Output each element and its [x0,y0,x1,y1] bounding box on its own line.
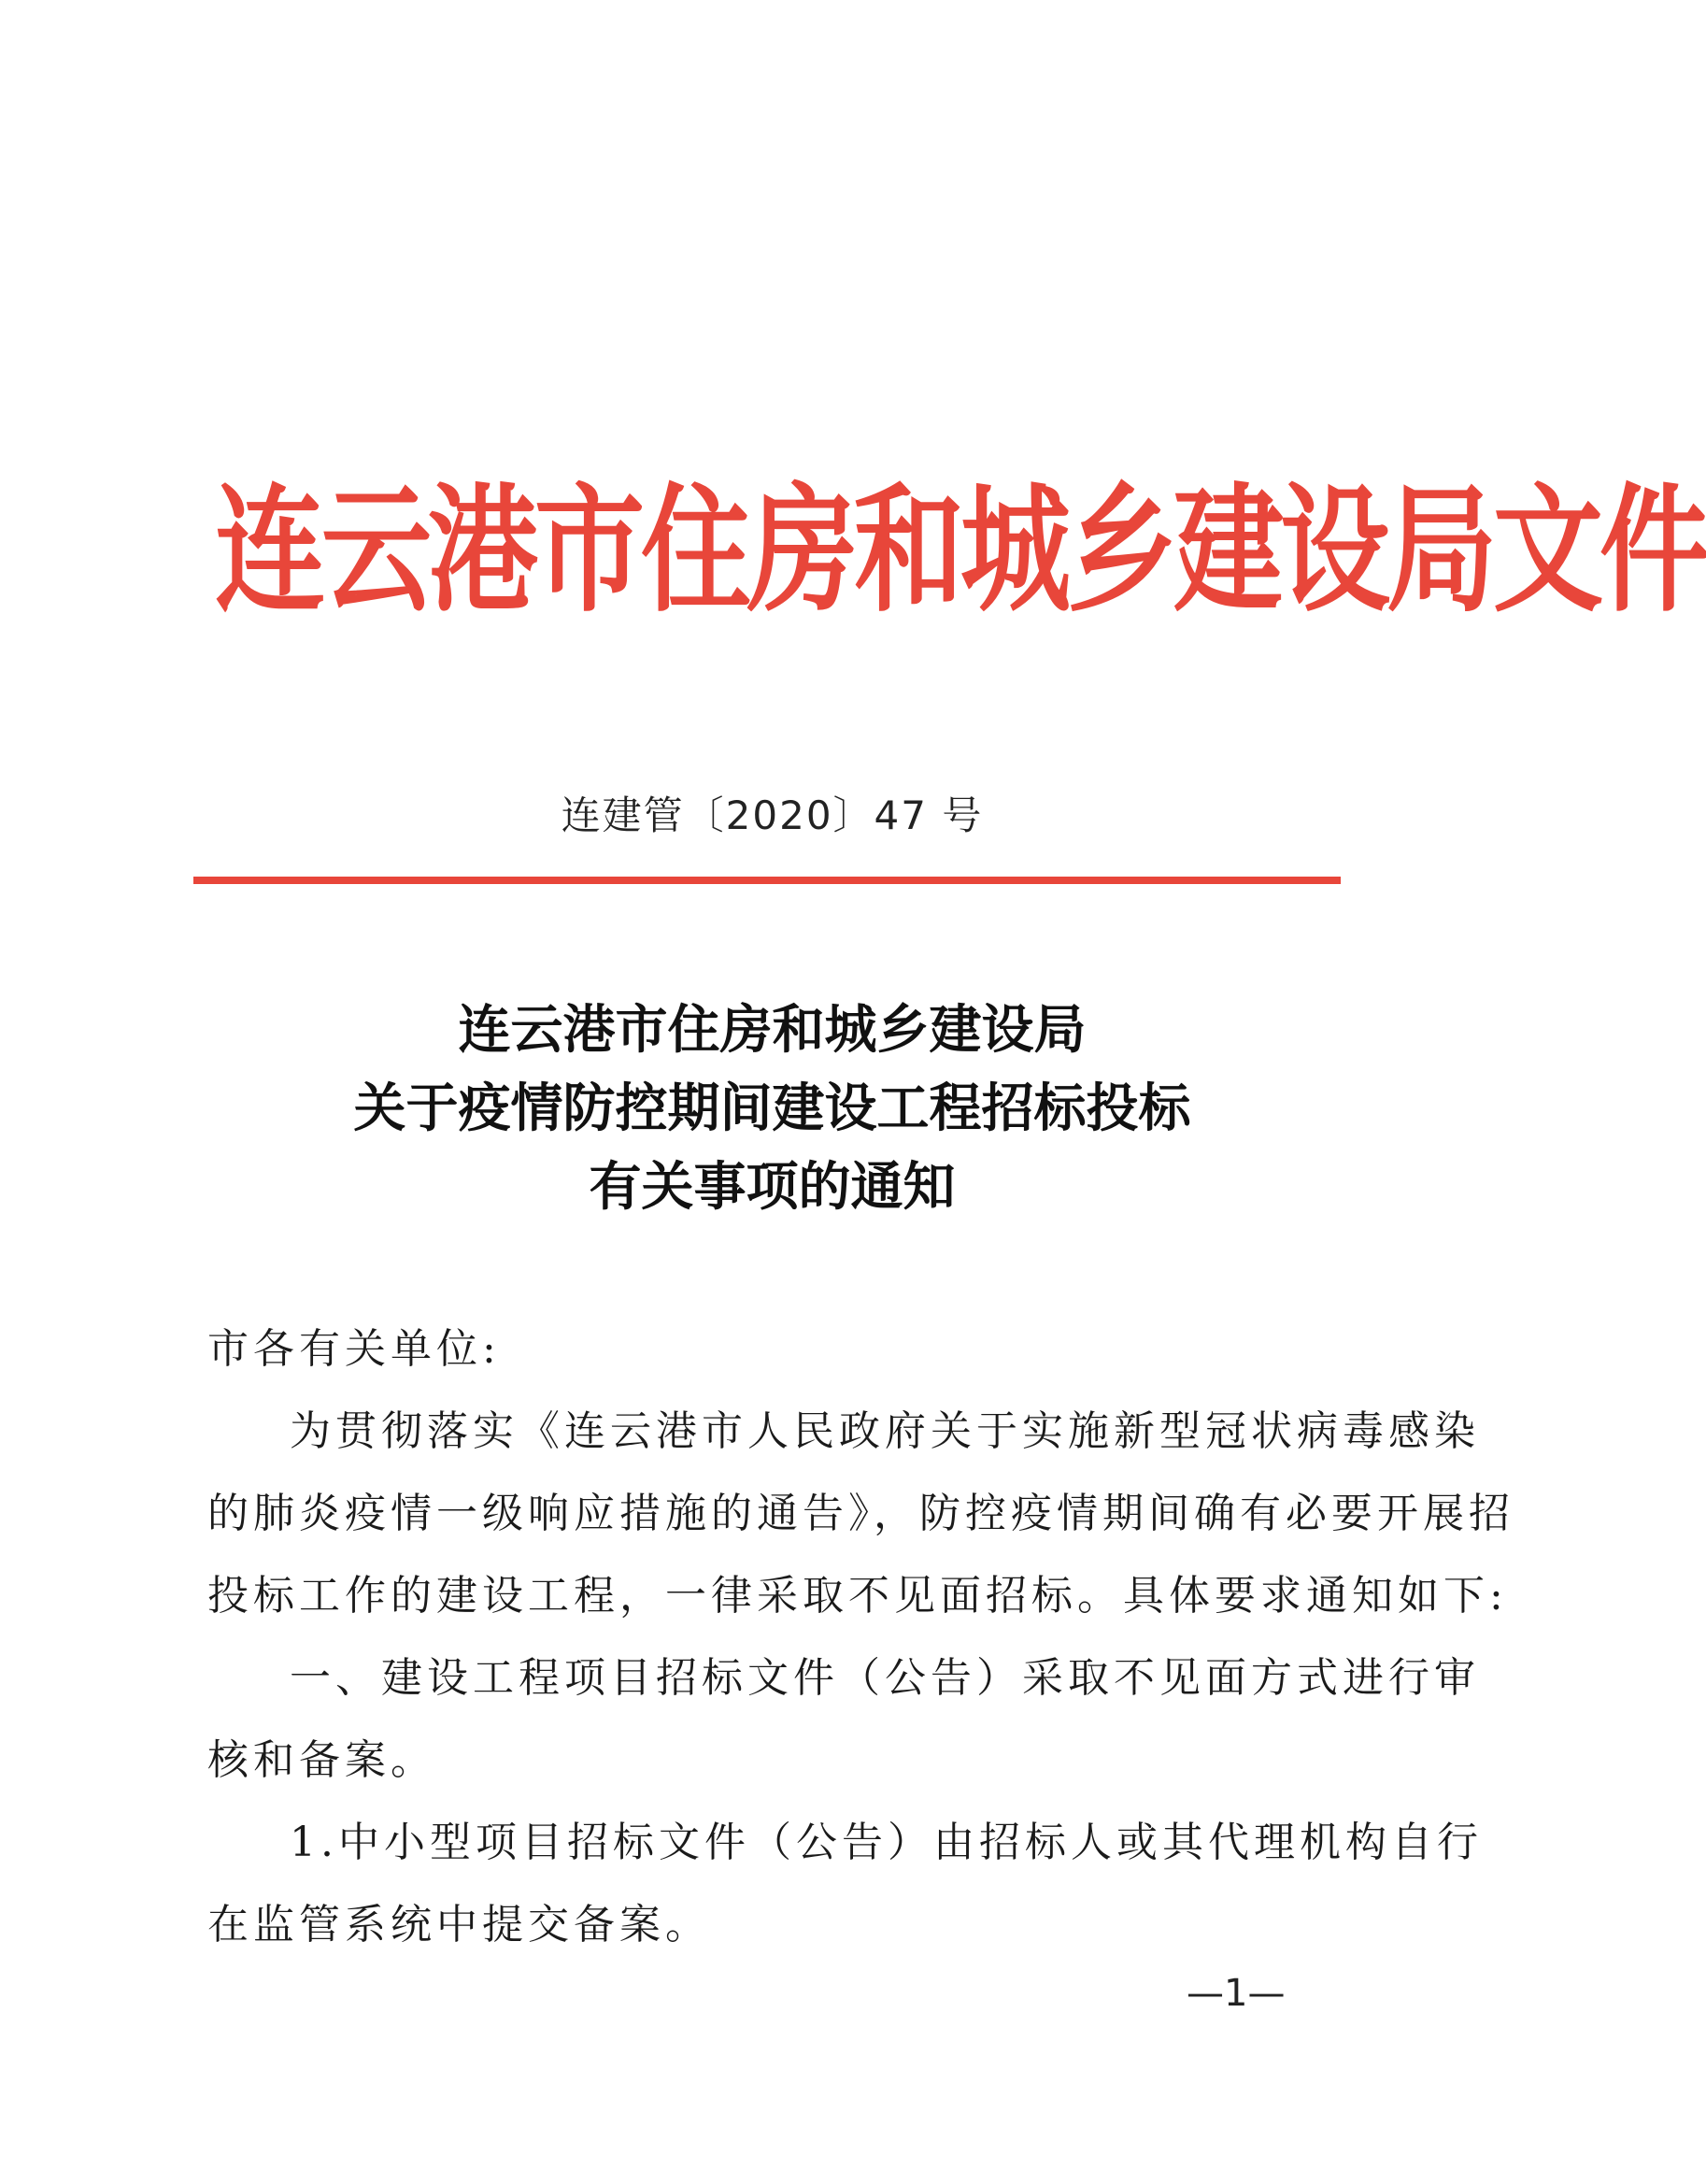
body-line: 投标工作的建设工程，一律采取不见面招标。具体要求通知如下: [207,1572,1508,1620]
notice-title [0,991,1544,1226]
item-line: 1.中小型项目招标文件（公告）由招标人或其代理机构自行 [290,1819,1483,1866]
body-line: 为贯彻落实《连云港市人民政府关于实施新型冠状病毒感染 [290,1407,1480,1455]
body-line: 在监管系统中提交备案。 [207,1901,711,1948]
body-line: 的肺炎疫情一级响应措施的通告》，防控疫情期间确有必要开展招 [207,1490,1514,1537]
body-line: 核和备案。 [207,1736,436,1784]
title-line-1: 连云港市住房和城乡建设局 [458,999,1087,1061]
notice-body [207,1308,1514,1966]
red-divider-line [193,877,1341,884]
document-number: 连建管〔2020〕47 号 [561,792,984,838]
document-masthead: 连云港市住房和城乡建设局文件 [215,469,1706,631]
section-heading-line: 一、建设工程项目招标文件（公告）采取不见面方式进行审 [290,1654,1480,1702]
salutation: 市各有关单位: [207,1325,501,1373]
page-number: —1— [1187,1972,1286,2015]
title-line-3: 有关事项的通知 [589,1156,956,1218]
title-line-2: 关于疫情防控期间建设工程招标投标 [353,1078,1191,1139]
